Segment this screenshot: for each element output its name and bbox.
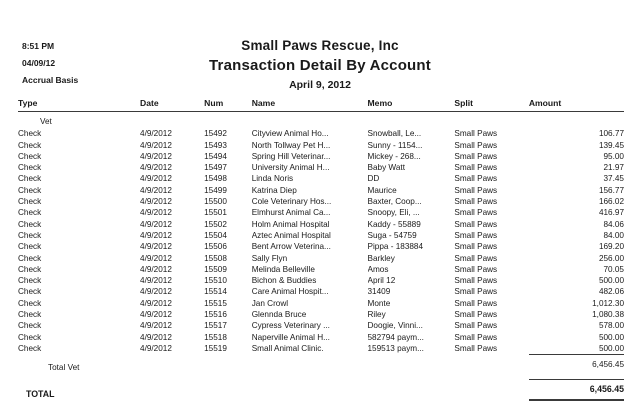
cell-type: Check (18, 276, 42, 286)
cell-amount: 500.00 (598, 276, 624, 286)
cell-name: Linda Noris (251, 174, 294, 184)
table-body (18, 112, 624, 355)
cell-num: 15501 (204, 208, 227, 218)
cell-num: 15514 (204, 287, 227, 297)
cell-num: 15504 (204, 230, 227, 240)
cell-name: Elmhurst Animal Ca... (251, 208, 331, 218)
cell-amount: 139.45 (598, 140, 624, 150)
grand-total-row (18, 380, 624, 400)
cell-date: 4/9/2012 (140, 129, 172, 139)
cell-num: 15492 (204, 129, 227, 139)
company-name: Small Paws Rescue, Inc (241, 38, 399, 53)
cell-date: 4/9/2012 (140, 197, 172, 207)
cell-date: 4/9/2012 (140, 163, 172, 173)
cell-date: 4/9/2012 (140, 264, 172, 274)
cell-type: Check (18, 219, 42, 229)
cell-name: Naperville Animal H... (251, 332, 330, 342)
cell-num: 15515 (204, 298, 227, 308)
cell-type: Check (18, 230, 42, 240)
cell-split: Small Paws (454, 287, 498, 297)
cell-num: 15509 (204, 264, 227, 274)
cell-name: Cityview Animal Ho... (251, 129, 329, 139)
cell-split: Small Paws (454, 197, 498, 207)
table-row[interactable] (18, 128, 624, 139)
table-row[interactable] (18, 185, 624, 196)
cell-date: 4/9/2012 (140, 219, 172, 229)
cell-date: 4/9/2012 (140, 140, 172, 150)
cell-num: 15519 (204, 344, 227, 354)
cell-memo: Amos (367, 264, 389, 274)
cell-amount: 500.00 (598, 343, 624, 353)
cell-num: 15498 (204, 174, 227, 184)
cell-amount: 95.00 (603, 151, 624, 161)
cell-name: Glennda Bruce (251, 310, 307, 320)
cell-type: Check (18, 264, 42, 274)
cell-date: 4/9/2012 (140, 332, 172, 342)
table-row[interactable] (18, 219, 624, 230)
column-header-split: Split (454, 98, 528, 112)
table-row[interactable] (18, 230, 624, 241)
group-total-amount: 6,456.45 (529, 355, 624, 373)
cell-memo: 582794 paym... (367, 332, 424, 342)
cell-memo: 31409 (367, 287, 391, 297)
table-row[interactable] (18, 332, 624, 343)
table-row[interactable] (18, 162, 624, 173)
cell-type: Check (18, 163, 42, 173)
cell-split: Small Paws (454, 242, 498, 252)
cell-memo: Monte (367, 298, 391, 308)
table-row[interactable] (18, 241, 624, 252)
cell-split: Small Paws (454, 185, 498, 195)
cell-split: Small Paws (454, 276, 498, 286)
report-titles (0, 36, 640, 94)
column-header-num: Num (204, 98, 252, 112)
cell-name: University Animal H... (251, 163, 330, 173)
column-header-memo: Memo (368, 98, 455, 112)
cell-split: Small Paws (454, 174, 498, 184)
cell-split: Small Paws (454, 219, 498, 229)
grand-total-amount: 6,456.45 (529, 380, 624, 400)
cell-date: 4/9/2012 (140, 287, 172, 297)
cell-type: Check (18, 197, 42, 207)
column-header-amount: Amount (529, 98, 624, 112)
report-date: 04/09/12 (22, 58, 56, 68)
grand-total-label: TOTAL (26, 388, 55, 399)
cell-type: Check (18, 321, 42, 331)
cell-type: Check (18, 344, 42, 354)
cell-date: 4/9/2012 (140, 276, 172, 286)
cell-type: Check (18, 310, 42, 320)
cell-name: Katrina Diep (251, 185, 297, 195)
group-header-row (18, 112, 624, 129)
cell-num: 15497 (204, 163, 227, 173)
cell-name: Care Animal Hospit... (251, 287, 329, 297)
cell-memo: Kaddy - 55889 (367, 219, 421, 229)
cell-split: Small Paws (454, 321, 498, 331)
cell-split: Small Paws (454, 344, 498, 354)
cell-amount: 84.00 (603, 230, 624, 240)
column-header-name: Name (252, 98, 368, 112)
table-row[interactable] (18, 298, 624, 309)
cell-split: Small Paws (454, 253, 498, 263)
cell-name: Cole Veterinary Hos... (251, 197, 332, 207)
cell-type: Check (18, 298, 42, 308)
cell-split: Small Paws (454, 129, 498, 139)
cell-name: Melinda Belleville (251, 264, 315, 274)
cell-date: 4/9/2012 (140, 321, 172, 331)
table-row[interactable] (18, 286, 624, 297)
cell-amount: 500.00 (598, 332, 624, 342)
cell-memo: DD (367, 174, 380, 184)
cell-date: 4/9/2012 (140, 242, 172, 252)
cell-amount: 21.97 (603, 163, 624, 173)
table-row[interactable] (18, 264, 624, 275)
cell-date: 4/9/2012 (140, 174, 172, 184)
table-row[interactable] (18, 253, 624, 264)
cell-amount: 166.02 (598, 197, 624, 207)
cell-memo: Suga - 54759 (367, 230, 417, 240)
cell-amount: 482.06 (598, 287, 624, 297)
cell-amount: 156.77 (598, 185, 624, 195)
cell-type: Check (18, 242, 42, 252)
cell-memo: Maurice (367, 185, 397, 195)
group-total-label: Total Vet (48, 362, 80, 372)
cell-amount: 1,012.30 (592, 298, 624, 308)
cell-name: Aztec Animal Hospital (251, 230, 331, 240)
cell-split: Small Paws (454, 151, 498, 161)
cell-type: Check (18, 185, 42, 195)
table-footer (18, 355, 624, 400)
cell-type: Check (18, 287, 42, 297)
cell-split: Small Paws (454, 264, 498, 274)
table-row[interactable] (18, 196, 624, 207)
cell-split: Small Paws (454, 332, 498, 342)
cell-name: Small Animal Clinic. (251, 344, 324, 354)
cell-date: 4/9/2012 (140, 208, 172, 218)
cell-num: 15494 (204, 151, 227, 161)
cell-num: 15500 (204, 197, 227, 207)
cell-num: 15517 (204, 321, 227, 331)
cell-memo: Baxter, Coop... (367, 197, 422, 207)
cell-name: Bichon & Buddies (251, 276, 317, 286)
report-time: 8:51 PM (22, 41, 55, 51)
column-header-type: Type (18, 98, 140, 112)
group-label: Vet (40, 117, 52, 126)
cell-name: Cypress Veterinary ... (251, 321, 330, 331)
cell-split: Small Paws (454, 298, 498, 308)
cell-memo: Sunny - 1154... (367, 140, 423, 150)
cell-num: 15506 (204, 242, 227, 252)
table-row[interactable] (18, 207, 624, 218)
cell-memo: Snoopy, Eli, ... (367, 208, 420, 218)
cell-date: 4/9/2012 (140, 310, 172, 320)
header-row (18, 98, 624, 112)
report-period: April 9, 2012 (289, 79, 351, 91)
cell-date: 4/9/2012 (140, 253, 172, 263)
cell-num: 15518 (204, 332, 227, 342)
transaction-table (18, 98, 624, 401)
cell-amount: 416.97 (598, 208, 624, 218)
cell-num: 15510 (204, 276, 227, 286)
cell-memo: Pippa - 183884 (367, 242, 424, 252)
cell-split: Small Paws (454, 310, 498, 320)
column-header-date: Date (140, 98, 204, 112)
report-basis: Accrual Basis (22, 75, 79, 85)
table-header (18, 98, 624, 112)
report-title: Transaction Detail By Account (209, 57, 431, 74)
cell-amount: 1,080.38 (592, 310, 624, 320)
cell-name: Jan Crowl (251, 298, 289, 308)
cell-memo: Doogie, Vinni... (367, 321, 423, 331)
cell-amount: 256.00 (598, 253, 624, 263)
cell-date: 4/9/2012 (140, 298, 172, 308)
cell-num: 15493 (204, 140, 227, 150)
cell-split: Small Paws (454, 230, 498, 240)
cell-amount: 84.06 (603, 219, 624, 229)
cell-type: Check (18, 174, 42, 184)
cell-name: Spring Hill Veterinar... (251, 151, 331, 161)
cell-date: 4/9/2012 (140, 344, 172, 354)
cell-amount: 578.00 (598, 321, 624, 331)
cell-memo: Riley (367, 310, 386, 320)
cell-split: Small Paws (454, 140, 498, 150)
cell-type: Check (18, 332, 42, 342)
cell-name: Holm Animal Hospital (251, 219, 330, 229)
cell-split: Small Paws (454, 163, 498, 173)
cell-amount: 106.77 (598, 129, 624, 139)
cell-date: 4/9/2012 (140, 230, 172, 240)
cell-memo: 159513 paym... (367, 344, 424, 354)
table-row[interactable] (18, 140, 624, 151)
cell-memo: Snowball, Le... (367, 129, 422, 139)
cell-split: Small Paws (454, 208, 498, 218)
cell-name: North Tollway Pet H... (251, 140, 331, 150)
table-row[interactable] (18, 151, 624, 162)
cell-memo: Mickey - 268... (367, 151, 421, 161)
group-total-row (18, 355, 624, 373)
cell-date: 4/9/2012 (140, 185, 172, 195)
cell-type: Check (18, 140, 42, 150)
table-row[interactable] (18, 320, 624, 331)
cell-date: 4/9/2012 (140, 151, 172, 161)
table-row[interactable] (18, 343, 624, 355)
cell-memo: Barkley (367, 253, 395, 263)
cell-type: Check (18, 151, 42, 161)
table-row[interactable] (18, 173, 624, 184)
cell-amount: 169.20 (598, 242, 624, 252)
cell-type: Check (18, 253, 42, 263)
cell-name: Sally Flyn (251, 253, 288, 263)
cell-memo: Baby Watt (367, 163, 405, 173)
cell-type: Check (18, 129, 42, 139)
cell-memo: April 12 (367, 276, 396, 286)
cell-name: Bent Arrow Veterina... (251, 242, 331, 252)
cell-amount: 37.45 (603, 174, 624, 184)
table-row[interactable] (18, 309, 624, 320)
cell-num: 15502 (204, 219, 227, 229)
table-row[interactable] (18, 275, 624, 286)
cell-num: 15516 (204, 310, 227, 320)
cell-num: 15499 (204, 185, 227, 195)
cell-type: Check (18, 208, 42, 218)
cell-num: 15508 (204, 253, 227, 263)
cell-amount: 70.05 (603, 264, 624, 274)
